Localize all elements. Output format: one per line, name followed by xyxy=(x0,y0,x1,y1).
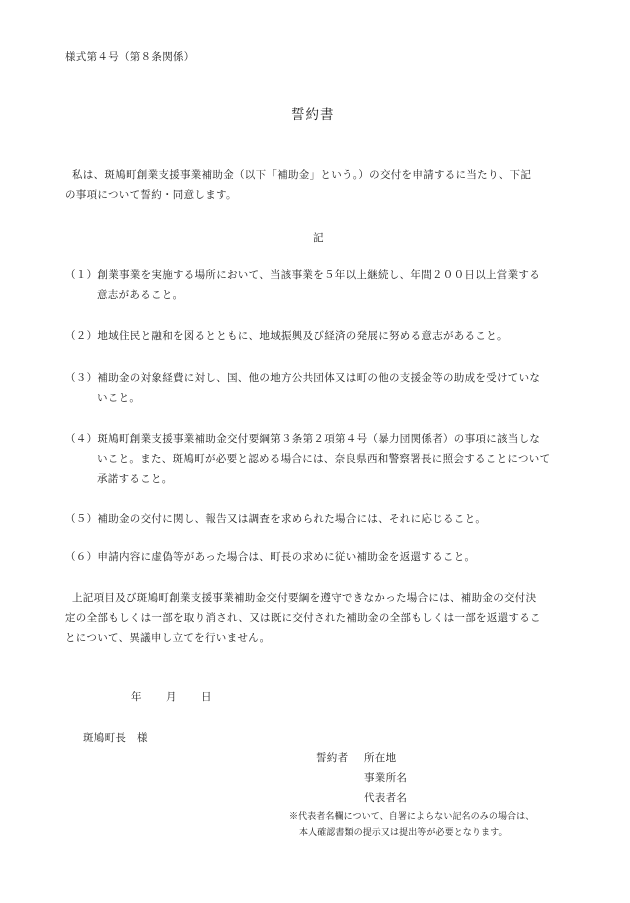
item-4-line-1: （４）斑鳩町創業支援事業補助金交付要綱第３条第２項第４号（暴力団関係者）の事項に該当しな xyxy=(65,433,541,445)
item-4-line-2: いこと。また、斑鳩町が必要と認める場合には、奈良県西和警察署長に照会することについて xyxy=(97,453,551,465)
address-label: 所在地 xyxy=(364,752,397,764)
item-6-line-1: （６）申請内容に虚偽等があった場合は、町長の求めに従い補助金を返還すること。 xyxy=(65,551,476,563)
item-1-line-1: （１）創業事業を実施する場所において、当該事業を５年以上継続し、年間２００日以上営業する xyxy=(65,269,540,281)
item-2-line-1: （２）地域住民と融和を図るとともに、地域振興及び経済の発展に努める意志があること。 xyxy=(65,330,508,342)
representative-label: 代表者名 xyxy=(364,792,408,804)
date-day: 日 xyxy=(201,691,212,703)
intro-line-2: の事項について誓約・同意します。 xyxy=(65,189,237,201)
item-5-line-1: （５）補助金の交付に関し、報告又は調査を求められた場合には、それに応じること。 xyxy=(65,513,487,525)
signer-label: 誓約者 xyxy=(316,752,349,764)
closing-line-2: 定の全部もしくは一部を取り消され、又は既に交付された補助金の全部もしくは一部を返還するこ xyxy=(65,612,541,624)
office-name-label: 事業所名 xyxy=(364,772,408,784)
date-month: 月 xyxy=(166,691,177,703)
item-4-line-3: 承諾すること。 xyxy=(97,473,173,485)
note-line-2: 本人確認書類の提示又は提出等が必要となります。 xyxy=(299,828,508,838)
item-3-line-2: いこと。 xyxy=(97,392,141,404)
closing-line-3: とについて、異議申し立てを行いません。 xyxy=(65,632,271,644)
document-title: 誓約書 xyxy=(291,107,335,123)
item-1-line-2: 意志があること。 xyxy=(97,289,184,301)
addressee: 斑鳩町長 様 xyxy=(83,732,148,744)
date-year: 年 xyxy=(131,691,142,703)
intro-line-1: 私は、斑鳩町創業支援事業補助金（以下「補助金」という。）の交付を申請するに当たり、下記 xyxy=(72,169,532,181)
form-number: 様式第４号（第８条関係） xyxy=(65,51,195,63)
note-line-1: ※代表者名欄について、自署によらない記名のみの場合は、 xyxy=(289,812,535,822)
item-3-line-1: （３）補助金の対象経費に対し、国、他の地方公共団体又は町の他の支援金等の助成を受けていな xyxy=(65,372,541,384)
ki-heading: 記 xyxy=(313,232,324,244)
closing-line-1: 上記項目及び斑鳩町創業支援事業補助金交付要綱を遵守できなかった場合には、補助金の交付決 xyxy=(72,592,537,604)
